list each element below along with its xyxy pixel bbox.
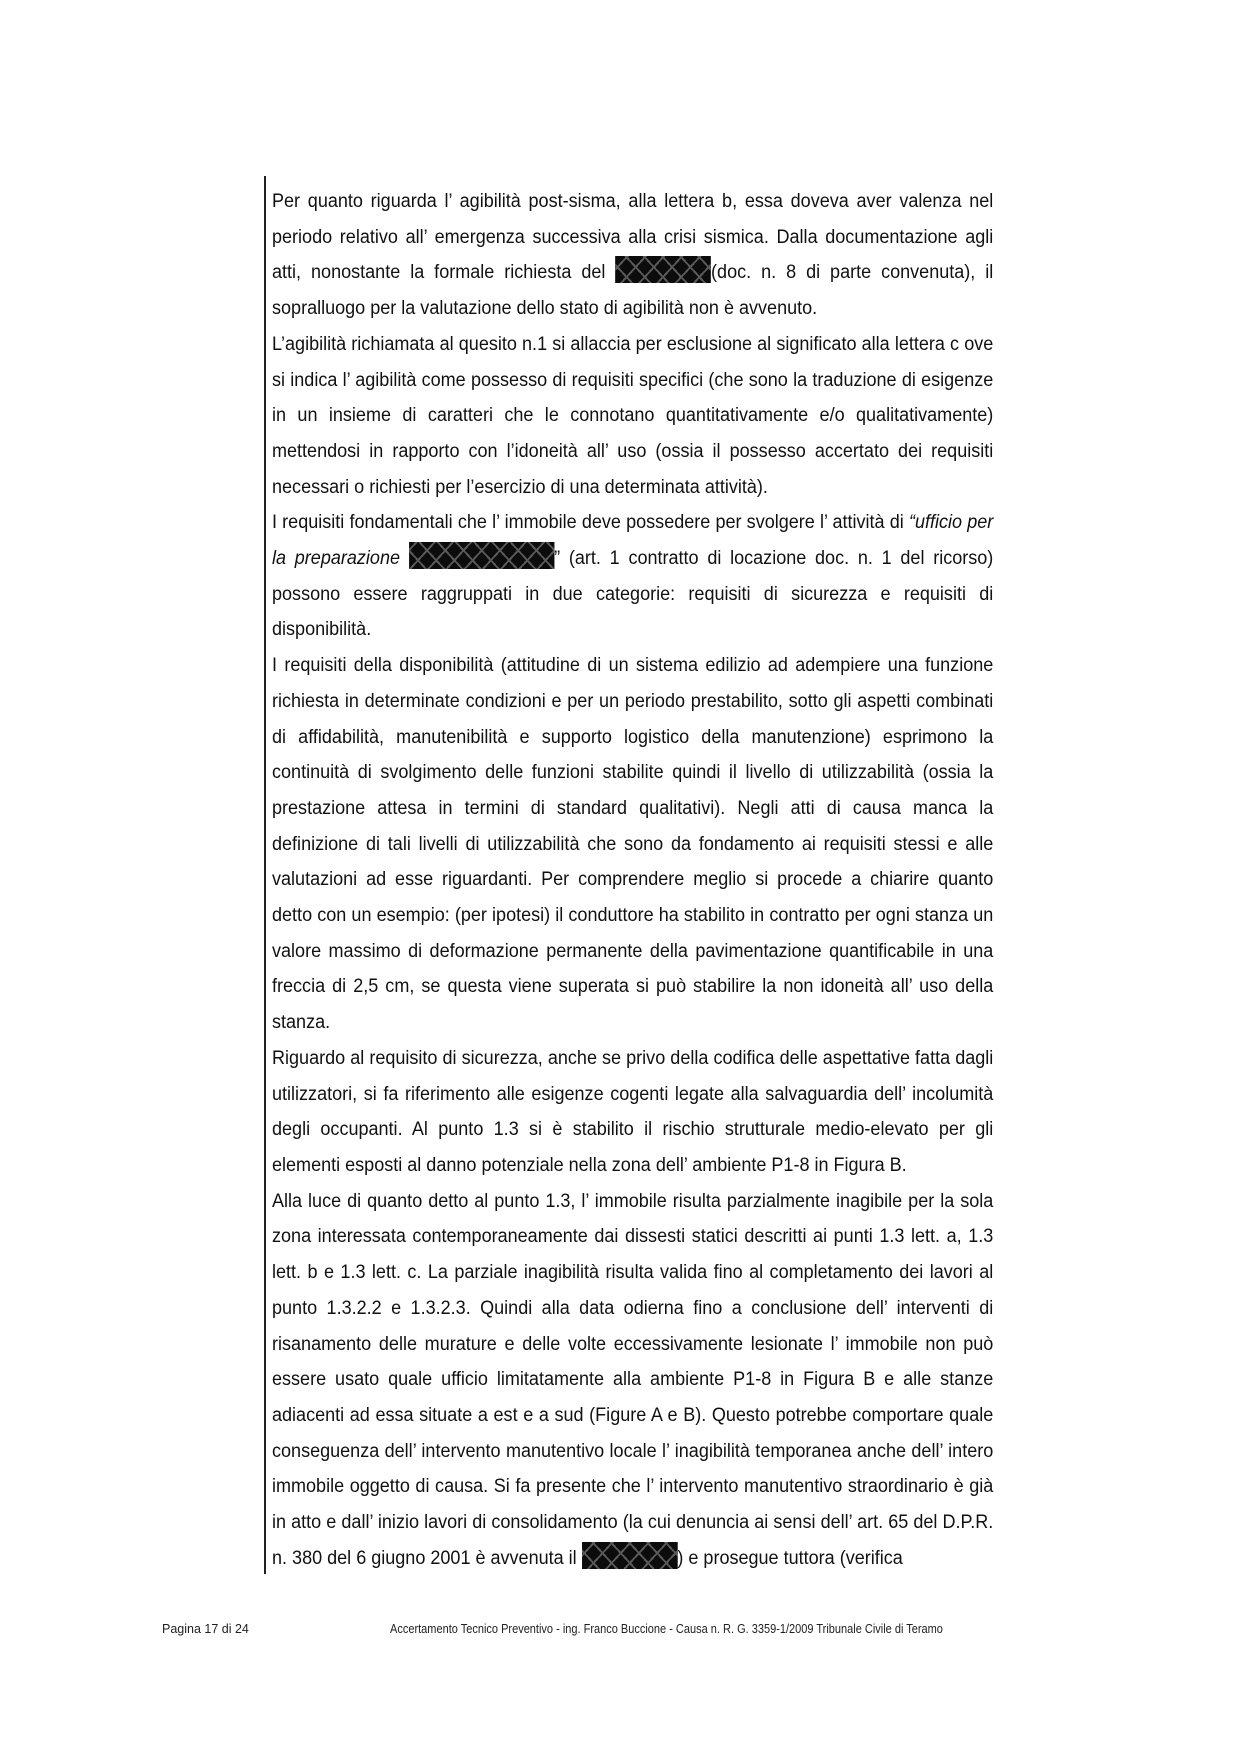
redacted-name [409,542,554,569]
footer-title: Accertamento Tecnico Preventivo - ing. Franco Buccione - Causa n. R. G. 3359-1/2009 Tribunale Civile di Teramo [390,1622,943,1636]
paragraph-agibilita-post-sisma: Per quanto riguarda l’ agibilità post-sisma, alla lettera b, essa doveva aver valenza nel periodo relativo all’ emergenza successiva alla crisi sismica. Dalla documentazione agli atti, nonostante la formale richiesta del (doc. n. 8 di parte convenuta), il sopralluogo per la valutazione dello stato di agibilità non è avvenuto. [272,190,994,320]
paragraph-agibilita-quesito: L’agibilità richiamata al quesito n.1 si allaccia per esclusione al significato alla lettera c ove si indica l’ agibilità come possesso di requisiti specifici (che sono la traduzione di esigenze in un insieme di caratteri che le connotano quantitativamente e/o qualitativamente) mettendosi in rapporto con l’idoneità all’ uso (ossia il possesso accertato dei requisiti necessari o richiesti per l’esercizio di una determinata attività). [272,332,994,498]
redacted-date [582,1542,678,1569]
redacted-name [615,256,711,283]
paragraph-requisito-sicurezza: Riguardo al requisito di sicurezza, anche se privo della codifica delle aspettative fatta dagli utilizzatori, si fa riferimento alle esigenze cogenti legate alla salvaguardia dell’ incolumità degli occupanti. Al punto 1.3 si è stabilito il rischio strutturale medio-elevato per gli elementi esposti al danno potenziale nella zona dell’ ambiente P1-8 in Figura B. [272,1046,994,1176]
page-number: Pagina 17 di 24 [162,1622,249,1636]
paragraph-inagibilita-parziale: Alla luce di quanto detto al punto 1.3, l’ immobile risulta parzialmente inagibile per la sola zona interessata contemporaneamente dai dissesti statici descritti ai punti 1.3 lett. a, 1.3 lett. b e 1.3 lett. c. La parziale inagibilità risulta valida fino al completamento dei lavori al punto 1.3.2.2 e 1.3.2.3. Quindi alla data odierna fino a conclusione dell’ interventi di risanamento delle murature e delle volte eccessivamente lesionate l’ immobile non può essere usato quale ufficio limitatamente alla ambiente P1-8 in Figura B e alle stanze adiacenti ad essa situate a est e a sud (Figure A e B). Questo potrebbe comportare quale conseguenza dell’ intervento manutentivo locale l’ inagibilità temporanea anche dell’ intero immobile oggetto di causa. Si fa presente che l’ intervento manutentivo straordinario è già in atto e dall’ inizio lavori di consolidamento (la cui denuncia ai sensi dell’ art. 65 del D.P.R. n. 380 del 6 giugno 2001 è avvenuta il ) e prosegue tuttora (verifica [272,1189,994,1569]
document-body [272,184,993,1576]
paragraph-requisiti-disponibilita: I requisiti della disponibilità (attitudine di un sistema edilizio ad adempiere una funzione richiesta in determinate condizioni e per un periodo prestabilito, sotto gli aspetti combinati di affidabilità, manutenibilità e supporto logistico della manutenzione) esprimono la continuità di svolgimento delle funzioni stabilite quindi il livello di utilizzabilità (ossia la prestazione attesa in termini di standard qualitativi). Negli atti di causa manca la definizione di tali livelli di utilizzabilità che sono da fondamento ai requisiti stessi e alle valutazioni ad esse riguardanti. Per comprendere meglio si procede a chiarire quanto detto con un esempio: (per ipotesi) il conduttore ha stabilito in contratto per ogni stanza un valore massimo di deformazione permanente della pavimentazione quantificabile in una freccia di 2,5 cm, se questa viene superata si può stabilire la non idoneità all’ uso della stanza. [272,654,994,1034]
paragraph-requisiti-fondamentali: I requisiti fondamentali che l’ immobile deve possedere per svolgere l’ attività di “ufficio per la preparazione ” (art. 1 contratto di locazione doc. n. 1 del ricorso) possono essere raggruppati in due categorie: requisiti di sicurezza e requisiti di disponibilità. [272,511,994,641]
margin-rule [264,176,266,1574]
